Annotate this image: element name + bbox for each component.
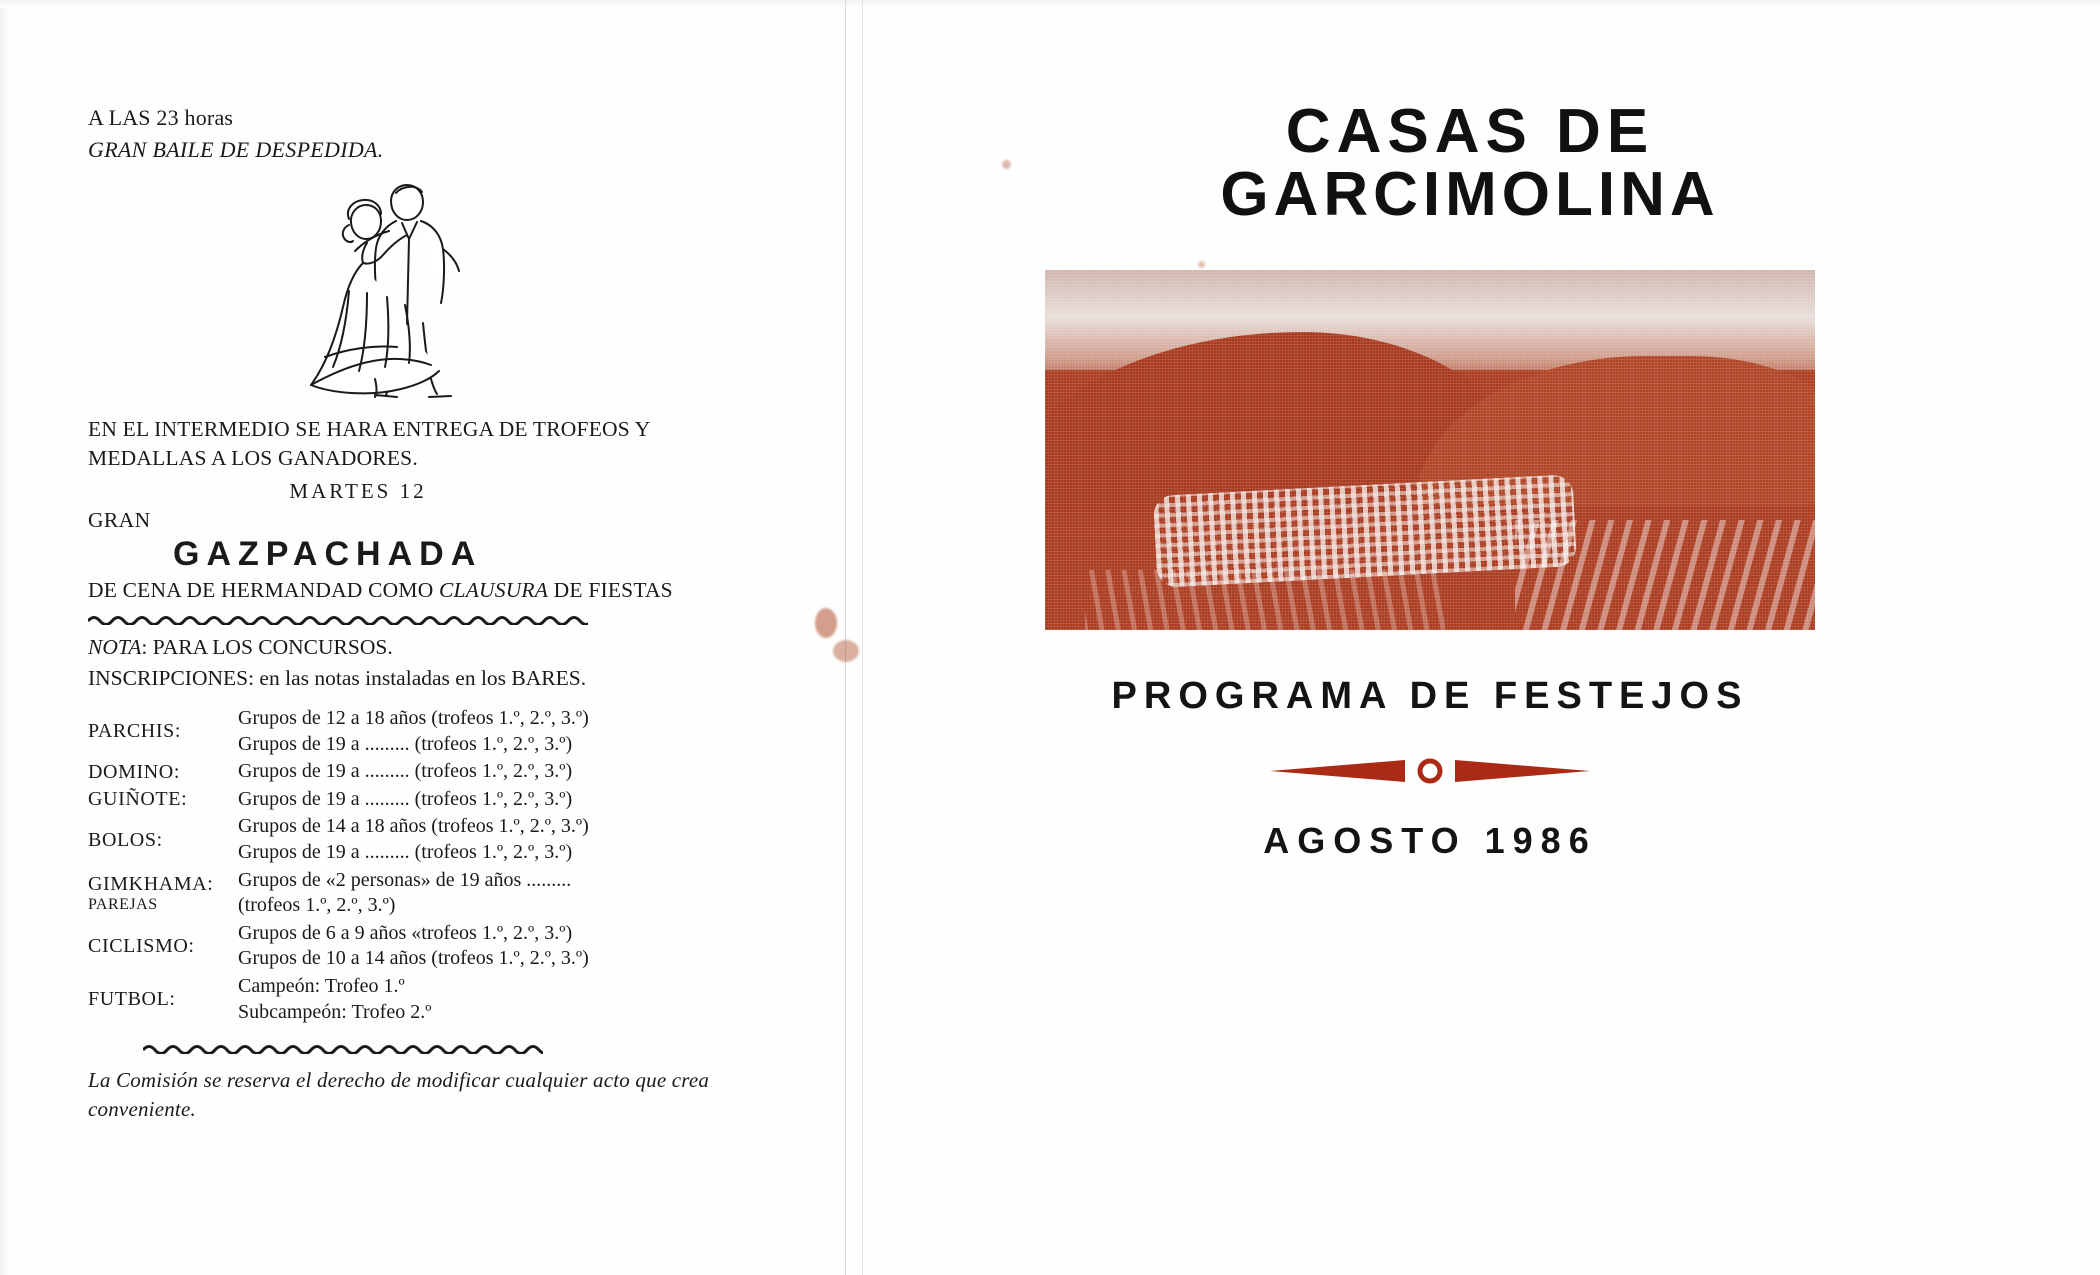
gazpachada-subtitle xyxy=(88,578,748,603)
committee-disclaimer: La Comisión se reserva el derecho de modificar cualquier acto que crea conveniente. xyxy=(88,1068,710,1121)
cover-title-line-1: CASAS DE xyxy=(1285,97,1655,166)
contest-category-label: GIMKHAMA: xyxy=(88,872,214,895)
ink-smudge xyxy=(815,608,837,638)
contest-line: Grupos de 12 a 18 años (trofeos 1.º, 2.º, 3.º) xyxy=(238,707,589,730)
ink-smudge xyxy=(833,640,859,662)
table-row xyxy=(88,786,708,814)
fold-line-left xyxy=(845,0,846,1275)
cover-title xyxy=(940,97,2000,230)
contest-category: BOLOS: xyxy=(88,828,163,851)
contest-line: Grupos de «2 personas» de 19 años ......... xyxy=(238,868,572,891)
photo-halftone-grain xyxy=(1045,270,1815,630)
scan-edge-left xyxy=(0,0,10,1275)
dancing-couple-icon xyxy=(263,171,523,401)
inscripciones-line: INSCRIPCIONES: en las notas instaladas en los BARES. xyxy=(88,666,587,691)
farewell-dance-line: GRAN BAILE DE DESPEDIDA. xyxy=(88,137,384,162)
scan-edge-top xyxy=(0,0,2100,8)
contest-line: Campeón: Trofeo 1.º xyxy=(238,974,405,997)
contests-table xyxy=(88,705,708,1026)
left-page-content xyxy=(88,105,748,1123)
gazpachada-sub-italic: CLAUSURA xyxy=(439,578,549,603)
contest-category: GUIÑOTE: xyxy=(88,788,188,811)
table-row xyxy=(88,973,708,1026)
gazpachada-sub-post: DE FIESTAS xyxy=(548,578,673,603)
arrow-ornament-icon xyxy=(860,754,2000,788)
day-heading: MARTES 12 xyxy=(289,479,427,504)
wavy-divider-bottom xyxy=(143,1042,543,1054)
program-subtitle: PROGRAMA DE FESTEJOS xyxy=(1111,675,1749,718)
contest-category: DOMINO: xyxy=(88,760,180,783)
nota-label: NOTA xyxy=(88,635,142,660)
table-row xyxy=(88,813,708,866)
contest-category: PARCHIS: xyxy=(88,720,181,743)
contest-details xyxy=(238,705,708,758)
contest-category xyxy=(88,867,238,920)
table-row xyxy=(88,758,708,786)
contest-line: Grupos de 19 a ......... (trofeos 1.º, 2.º, 3.º) xyxy=(238,787,573,810)
contest-line: Grupos de 19 a ......... (trofeos 1.º, 2.º, 3.º) xyxy=(238,760,573,783)
nota-text: : PARA LOS CONCURSOS. xyxy=(141,635,393,660)
wavy-divider-top xyxy=(88,613,588,625)
table-row xyxy=(88,920,708,973)
cover-title-line-2: GARCIMOLINA xyxy=(1220,160,1720,230)
contest-line: (trofeos 1.º, 2.º, 3.º) xyxy=(238,894,396,917)
program-year: AGOSTO 1986 xyxy=(1263,820,1597,862)
contest-details xyxy=(238,920,708,973)
contest-details xyxy=(238,758,708,786)
contest-details xyxy=(238,867,708,920)
contest-line: Subcampeón: Trofeo 2.º xyxy=(238,1000,432,1023)
contest-details xyxy=(238,786,708,814)
contest-line: Grupos de 14 a 18 años (trofeos 1.º, 2.º, 3.º) xyxy=(238,815,589,838)
nota-line xyxy=(88,635,748,660)
contest-category-sublabel: PAREJAS xyxy=(88,895,158,913)
contest-details xyxy=(238,973,708,1026)
gran-word: GRAN xyxy=(88,508,151,533)
table-row xyxy=(88,867,708,920)
fold-line-right xyxy=(862,0,863,1275)
contest-line: Grupos de 10 a 14 años (trofeos 1.º, 2.º, 3.º) xyxy=(238,947,589,970)
contest-line: Grupos de 19 a ......... (trofeos 1.º, 2.º, 3.º) xyxy=(238,841,573,863)
cover-page-content xyxy=(880,97,2000,862)
contest-category: CICLISMO: xyxy=(88,934,195,957)
gazpachada-title: GAZPACHADA xyxy=(173,535,483,574)
contest-line: Grupos de 6 a 9 años «trofeos 1.º, 2.º, 3.º) xyxy=(238,921,573,944)
trophies-paragraph: EN EL INTERMEDIO SE HARA ENTREGA DE TROFEOS Y MEDALLAS A LOS GANADORES. xyxy=(88,417,650,471)
village-photo xyxy=(1045,270,1815,630)
contest-category: FUTBOL: xyxy=(88,988,176,1011)
gazpachada-sub-pre: DE CENA DE HERMANDAD COMO xyxy=(88,578,439,603)
contest-details xyxy=(238,813,708,866)
event-time-line: A LAS 23 horas xyxy=(88,105,234,130)
contest-line: Grupos de 19 a ......... (trofeos 1.º, 2.º, 3.º) xyxy=(238,732,573,755)
table-row xyxy=(88,705,708,758)
